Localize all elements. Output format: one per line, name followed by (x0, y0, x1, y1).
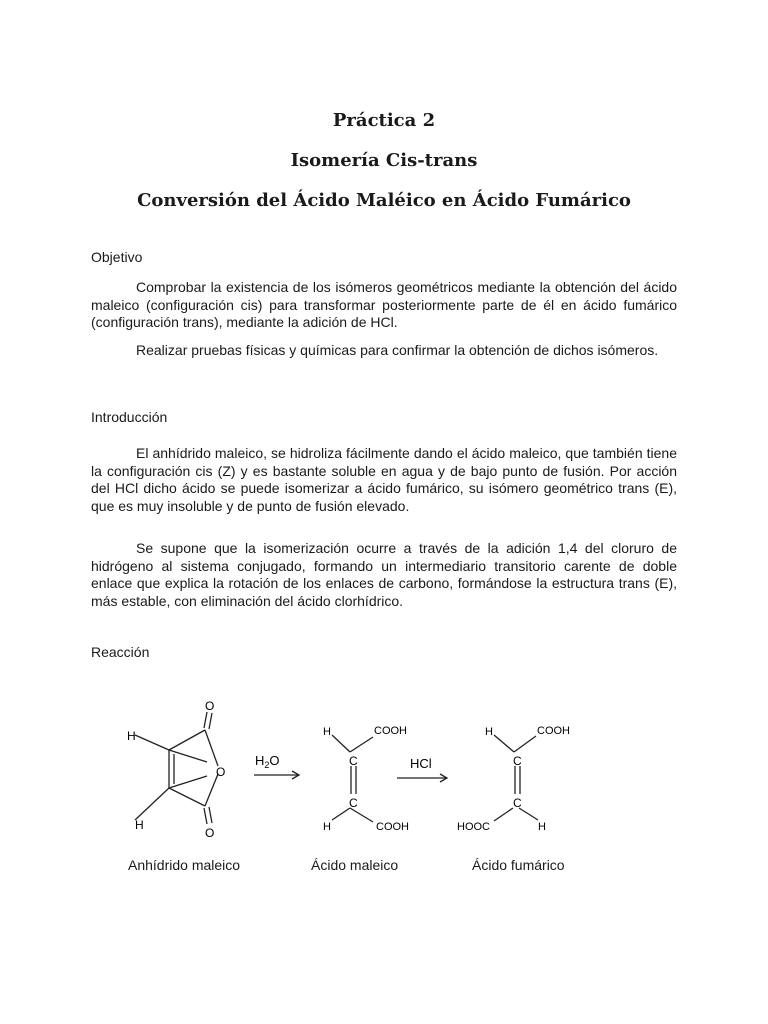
reaccion-heading: Reacción (91, 644, 150, 660)
fumaric-h-bottom: H (538, 821, 546, 833)
anhydride-o-bottom: O (205, 826, 215, 840)
topic-title: Isomería Cis-trans (290, 150, 478, 171)
subtitle: Conversión del Ácido Maléico en Ácido Fumárico (137, 190, 631, 211)
maleic-h-bottom: H (323, 821, 331, 833)
arrow-2 (397, 774, 447, 782)
reagent-water: $H_2O$ (255, 753, 280, 770)
practice-title: Práctica 2 (332, 110, 436, 131)
introduccion-paragraph-1: El anhídrido maleico, se hidroliza fácilmente dando el ácido maleico, que también tiene la configuración cis (Z) y es bastante soluble en agua y de bajo punto de fusión. Por acción del HCl dicho ácido se puede isomerizar a ácido fumárico, su isómero geométrico trans (E), que es muy insoluble y de punto de fusión elevado. (91, 445, 677, 514)
maleic-c-bottom: C (349, 796, 358, 810)
caption-fumaric-acid: Ácido fumárico (472, 857, 565, 873)
fumaric-c-top: C (513, 754, 522, 768)
reagent-hcl: HCl (410, 756, 432, 771)
objetivo-paragraph-2: Realizar pruebas físicas y químicas para confirmar la obtención de dichos isómeros. (136, 342, 659, 358)
fumaric-cooh-top: COOH (537, 725, 570, 737)
objetivo-paragraph-1: Comprobar la existencia de los isómeros geométricos mediante la obtención del ácido maleico (configuración cis) para transformar posteriormente parte de él en ácido fumárico (configuración trans), mediante la adición de HCl. (91, 279, 677, 330)
arrow-1 (254, 771, 299, 779)
anhydride-o-top: O (205, 699, 215, 713)
fumaric-h-top: H (485, 726, 493, 738)
fumaric-c-bottom: C (513, 796, 522, 810)
reaction-scheme (110, 690, 610, 850)
anhydride-h-top: H (127, 729, 136, 743)
maleic-h-top: H (323, 726, 331, 738)
fumaric-hooc-bottom: HOOC (457, 821, 490, 833)
anhydride-h-bottom: H (135, 818, 144, 832)
introduccion-paragraph-2: Se supone que la isomerización ocurre a través de la adición 1,4 del cloruro de hidrógeno al sistema conjugado, formando un intermediario transitorio carente de doble enlace que explica la rotación de los enlaces de carbono, formándose la estructura trans (E), más estable, con eliminación del ácido clorhídrico. (91, 540, 677, 609)
maleic-anhydride-structure (135, 712, 218, 824)
objetivo-heading: Objetivo (91, 249, 143, 265)
maleic-c-top: C (349, 754, 358, 768)
caption-anhydride: Anhídrido maleico (128, 857, 241, 873)
caption-maleic-acid: Ácido maleico (311, 857, 399, 873)
maleic-cooh-bottom: COOH (376, 821, 409, 833)
anhydride-o-ring: O (216, 765, 226, 779)
introduccion-heading: Introducción (91, 409, 168, 425)
maleic-cooh-top: COOH (374, 725, 407, 737)
